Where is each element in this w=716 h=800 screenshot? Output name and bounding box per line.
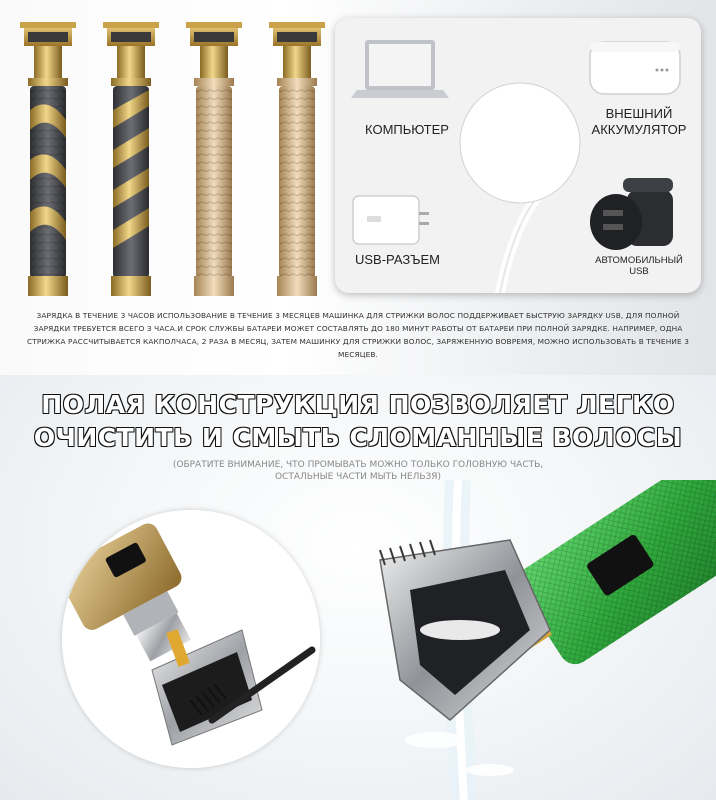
- charging-section: [0, 0, 716, 375]
- headline-line1: ПОЛАЯ КОНСТРУКЦИЯ ПОЗВОЛЯЕТ ЛЕГКО: [41, 390, 675, 419]
- source-label-power-bank-line2: АККУМУЛЯТОР: [591, 121, 687, 137]
- cleaning-brush-closeup: [62, 510, 320, 768]
- power-bank-icon: [590, 42, 680, 94]
- green-trimmer-washing-image: [340, 480, 716, 800]
- car-charger-icon: [590, 178, 673, 250]
- source-label-usb-plug: USB-РАЗЪЕМ: [354, 252, 441, 267]
- source-label-power-bank: [583, 106, 695, 137]
- source-label-car-line2: USB: [629, 266, 649, 278]
- laptop-icon: [351, 40, 449, 98]
- trimmer-black-gold: [20, 22, 76, 296]
- trimmers-product-image: [0, 0, 345, 310]
- note-line1: (ОБРАТИТЕ ВНИМАНИЕ, ЧТО ПРОМЫВАТЬ МОЖНО ТОЛЬКО ГОЛОВНУЮ ЧАСТЬ,: [172, 460, 544, 470]
- source-label-computer: КОМПЬЮТЕР: [365, 122, 449, 137]
- charging-sources-panel: [335, 18, 701, 293]
- headline-line2: ОЧИСТИТЬ И СМЫТЬ СЛОМАННЫЕ ВОЛОСЫ: [33, 423, 683, 452]
- trimmer-champagne: [186, 22, 242, 296]
- source-label-car: [589, 255, 689, 278]
- charging-description: ЗАРЯДКА В ТЕЧЕНИЕ 3 ЧАСОВ ИСПОЛЬЗОВАНИЕ В ТЕЧЕНИЕ 3 МЕСЯЦЕВ МАШИНКА ДЛЯ СТРИЖКИ ВОЛОС ПОДДЕРЖИВАЕТ БЫСТРУЮ ЗАРЯДКУ USB, ДЛЯ ПОЛНОЙ ЗАРЯДКИ ТРЕБУЕТСЯ ВСЕГО 3 ЧАСА.И СРОК СЛУЖБЫ БАТАРЕИ МОЖЕТ СОСТАВЛЯТЬ ДО 180 МИНУТ РАБОТЫ ОТ БАТАРЕИ ПРИ ПОЛНОЙ ЗАРЯДКЕ. НАПРИМЕР, ОДНА СТРИЖКА РАССЧИТЫВАЕТСЯ КАКПОЛЧАСА, 2 РАЗА В МЕСЯЦ, ЗАТЕМ МАШИНКУ ДЛЯ СТРИЖКИ ВОЛОС, ЗАРЯЖЕННУЮ ВОВРЕМЯ, МОЖНО ИСПОЛЬЗОВАТЬ В ТЕЧЕНИЕ 3 МЕСЯЦЕВ.: [26, 311, 689, 359]
- usb-plug-icon: [353, 196, 429, 244]
- trimmer-rose-gold: [269, 22, 325, 296]
- center-circle: [460, 83, 580, 203]
- source-label-car-line1: АВТОМОБИЛЬНЫЙ: [595, 255, 683, 266]
- brush-closeup-graphic: [62, 510, 320, 768]
- trimmer-silver-gold: [103, 22, 159, 296]
- source-label-power-bank-line1: ВНЕШНИЙ: [605, 106, 673, 121]
- note-line2: ОСТАЛЬНЫЕ ЧАСТИ МЫТЬ НЕЛЬЗЯ): [274, 472, 442, 482]
